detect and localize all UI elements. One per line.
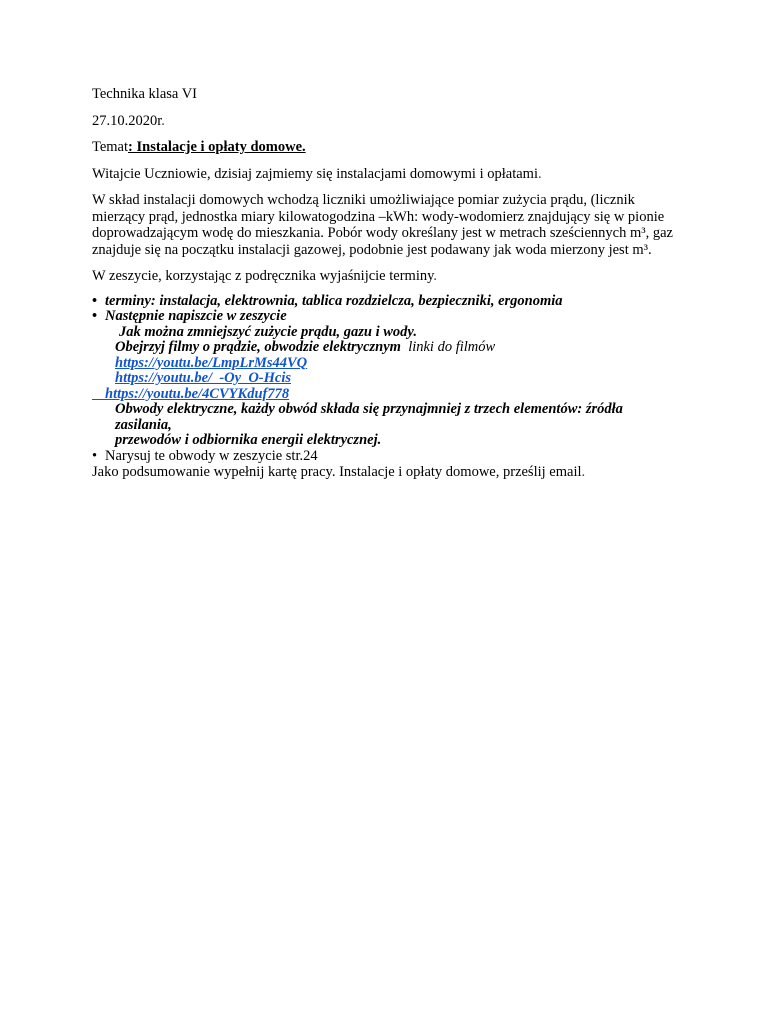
- document-page: [92, 86, 682, 480]
- terms-prompt-text: W zeszycie, korzystając z podręcznika wyjaśnijcie terminy: [92, 268, 434, 284]
- circuits-line-1: Obwody elektryczne, każdy obwód składa się przynajmniej z trzech elementów: źródła zasilania,: [115, 401, 623, 433]
- films-line: [92, 340, 682, 356]
- reduce-usage-line: [92, 325, 682, 341]
- list-item-next-write: [92, 309, 682, 325]
- video-link-row-2: [92, 371, 682, 387]
- intro-period: .: [537, 165, 542, 182]
- circuits-line-2: przewodów i odbiornika energii elektrycznej.: [115, 432, 382, 448]
- draw-circuits-text: Narysuj te obwody w zeszycie str.24: [105, 447, 318, 464]
- video-link-row-1: [92, 356, 682, 372]
- closing-text: Jako podsumowanie wypełnij kartę pracy. Instalacje i opłaty domowe, prześlij email: [92, 464, 582, 480]
- bullet-icon: •: [92, 308, 98, 324]
- terms-text: terminy: instalacja, elektrownia, tablica rozdzielcza, bezpieczniki, ergonomia: [105, 292, 563, 309]
- closing-line: [92, 464, 682, 480]
- class-line: [92, 86, 682, 103]
- intro-text: Witajcie Uczniowie, dzisiaj zajmiemy się instalacjami domowymi i opłatami: [92, 165, 538, 182]
- closing-period: .: [581, 464, 586, 480]
- list-item-draw-circuits: [92, 449, 682, 465]
- video-link-2[interactable]: https://youtu.be/_-Oy_O-Hcis: [115, 370, 292, 386]
- installations-line-3: doprowadzającym wodę do mieszkania. Pobór wody określany jest w metrach sześciennych m³, gaz: [92, 225, 673, 241]
- video-link-3[interactable]: https://youtu.be/4CVYKduf778: [105, 385, 290, 402]
- terms-prompt: [92, 268, 682, 285]
- films-links-note: linki do filmów: [408, 339, 496, 355]
- topic-line: [92, 139, 682, 156]
- bullet-icon: •: [92, 292, 98, 309]
- films-text: Obejrzyj filmy o prądzie, obwodzie elektrycznym: [115, 339, 401, 355]
- link-underline-lead: [92, 387, 105, 400]
- installations-paragraph: [92, 192, 682, 258]
- installations-line-1: W skład instalacji domowych wchodzą liczniki umożliwiające pomiar zużycia prądu, (licznik: [92, 192, 635, 208]
- video-link-row-3: [92, 387, 682, 403]
- reduce-usage-text: Jak można zmniejszyć zużycie prądu, gazu i wody.: [119, 323, 417, 340]
- topic-title: : Instalacje i opłaty domowe.: [128, 139, 306, 155]
- intro-paragraph: [92, 166, 682, 183]
- bullet-icon: •: [92, 447, 98, 464]
- next-write-text: Następnie napiszcie w zeszycie: [105, 308, 287, 324]
- installations-line-4: znajduje się na początku instalacji gazowej, podobnie jest podawany jak woda mierzony jest m³.: [92, 241, 652, 258]
- list-item-terms: [92, 294, 682, 310]
- task-list: [92, 294, 682, 465]
- date-text: 27.10.2020r: [92, 112, 162, 129]
- circuits-paragraph: [92, 402, 682, 449]
- terms-prompt-period: .: [433, 268, 438, 284]
- video-link-1[interactable]: https://youtu.be/LmpLrMs44VQ: [115, 354, 308, 371]
- date-period: .: [161, 112, 165, 129]
- installations-line-2: mierzący prąd, jednostka miary kilowatogodzina –kWh: wody-wodomierz znajdujący się w pionie: [92, 208, 665, 225]
- date-line: [92, 113, 682, 130]
- topic-label: Temat: [92, 139, 129, 155]
- class-line-text: Technika klasa VI: [92, 86, 198, 102]
